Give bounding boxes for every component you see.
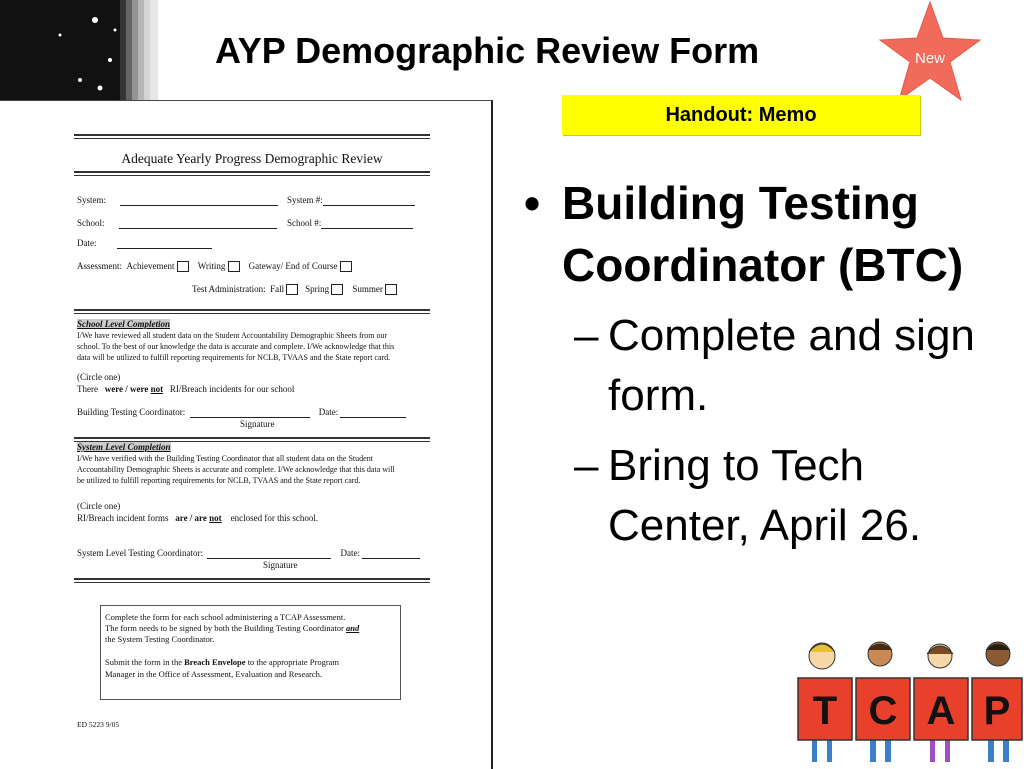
- bullet-main: [522, 172, 1012, 296]
- handout-banner: [562, 95, 920, 135]
- form-footer: ED 5223 9/05: [77, 720, 120, 729]
- divider: [74, 134, 430, 139]
- grunge-texture: [0, 0, 175, 100]
- new-badge-label: New: [914, 50, 945, 67]
- logo-letter: T: [812, 689, 838, 733]
- sub-bullet: [522, 436, 1012, 556]
- slide-title: AYP Demographic Review Form: [215, 30, 760, 71]
- form-image: Adequate Yearly Progress Demographic Review System: System #: School: School #: Date: Assessment: Achievement Writing Gateway/ End of Course Test Administration: Fall Spring Summer School Level Completion I/We have reviewed all student data on the Student Accountability Demographic Sheets from our school. To the best of our knowledge the data is accurate and complete. I/We acknowledge that this data will be utilized to fulfill reporting requirements for NCLB, TVAAS and the State report card. (Circle one) There were / were not RI/Breach incidents for our school Building Testing Coordinator: Date: Signature System Level Completion I/We have verified with the Building Testing Coordinator that all student data on the Student Accountability Demographic Sheets is accurate and complete. I/We acknowledge that this data will be utilized to fulfill reporting requirements for NCLB, TVAAS and the State report card. (Circle one) RI/Breach incident forms are / are not enclosed for this school. System Level Testing Coordinator: Date: Signature Complete the form for each school administering a TCAP Assessment. The form needs to be signed by both the Building Testing Coordinator and the System Testing Coordinator. Submit the form in the Breach Envelope to the appropriate Program Manager in the Office of Assessment, Evaluation and Research. ED 5223 9/05: [0, 100, 493, 769]
- bullet-dot-icon: •: [524, 177, 541, 229]
- bullet-main-text: Building Testing Coordinator (BTC): [562, 177, 964, 291]
- instructions-box: Complete the form for each school administering a TCAP Assessment. The form needs to be signed by both the Building Testing Coordinator and the System Testing Coordinator. Submit the form in the Breach Envelope to the appropriate Program Manager in the Office of Assessment, Evaluation and Research.: [100, 605, 401, 700]
- logo-letter: C: [868, 689, 898, 733]
- divider: [74, 171, 430, 176]
- logo-letter: P: [983, 689, 1011, 733]
- dash-icon: –: [574, 441, 599, 490]
- logo-letter: A: [926, 689, 956, 733]
- sub-bullet: [522, 306, 1012, 426]
- section-heading: School Level Completion: [77, 319, 170, 329]
- divider: [74, 309, 430, 314]
- bullet-list: [522, 172, 1012, 556]
- sub-bullet-text: Complete and sign form.: [608, 311, 975, 420]
- handout-label: Handout: Memo: [665, 103, 817, 126]
- form-heading: Adequate Yearly Progress Demographic Review: [121, 151, 383, 166]
- sub-bullet-text: Bring to Tech Center, April 26.: [608, 441, 922, 550]
- dash-icon: –: [574, 311, 599, 360]
- tcap-logo: [790, 638, 1024, 768]
- divider: [74, 578, 430, 583]
- section-heading: System Level Completion: [77, 442, 171, 452]
